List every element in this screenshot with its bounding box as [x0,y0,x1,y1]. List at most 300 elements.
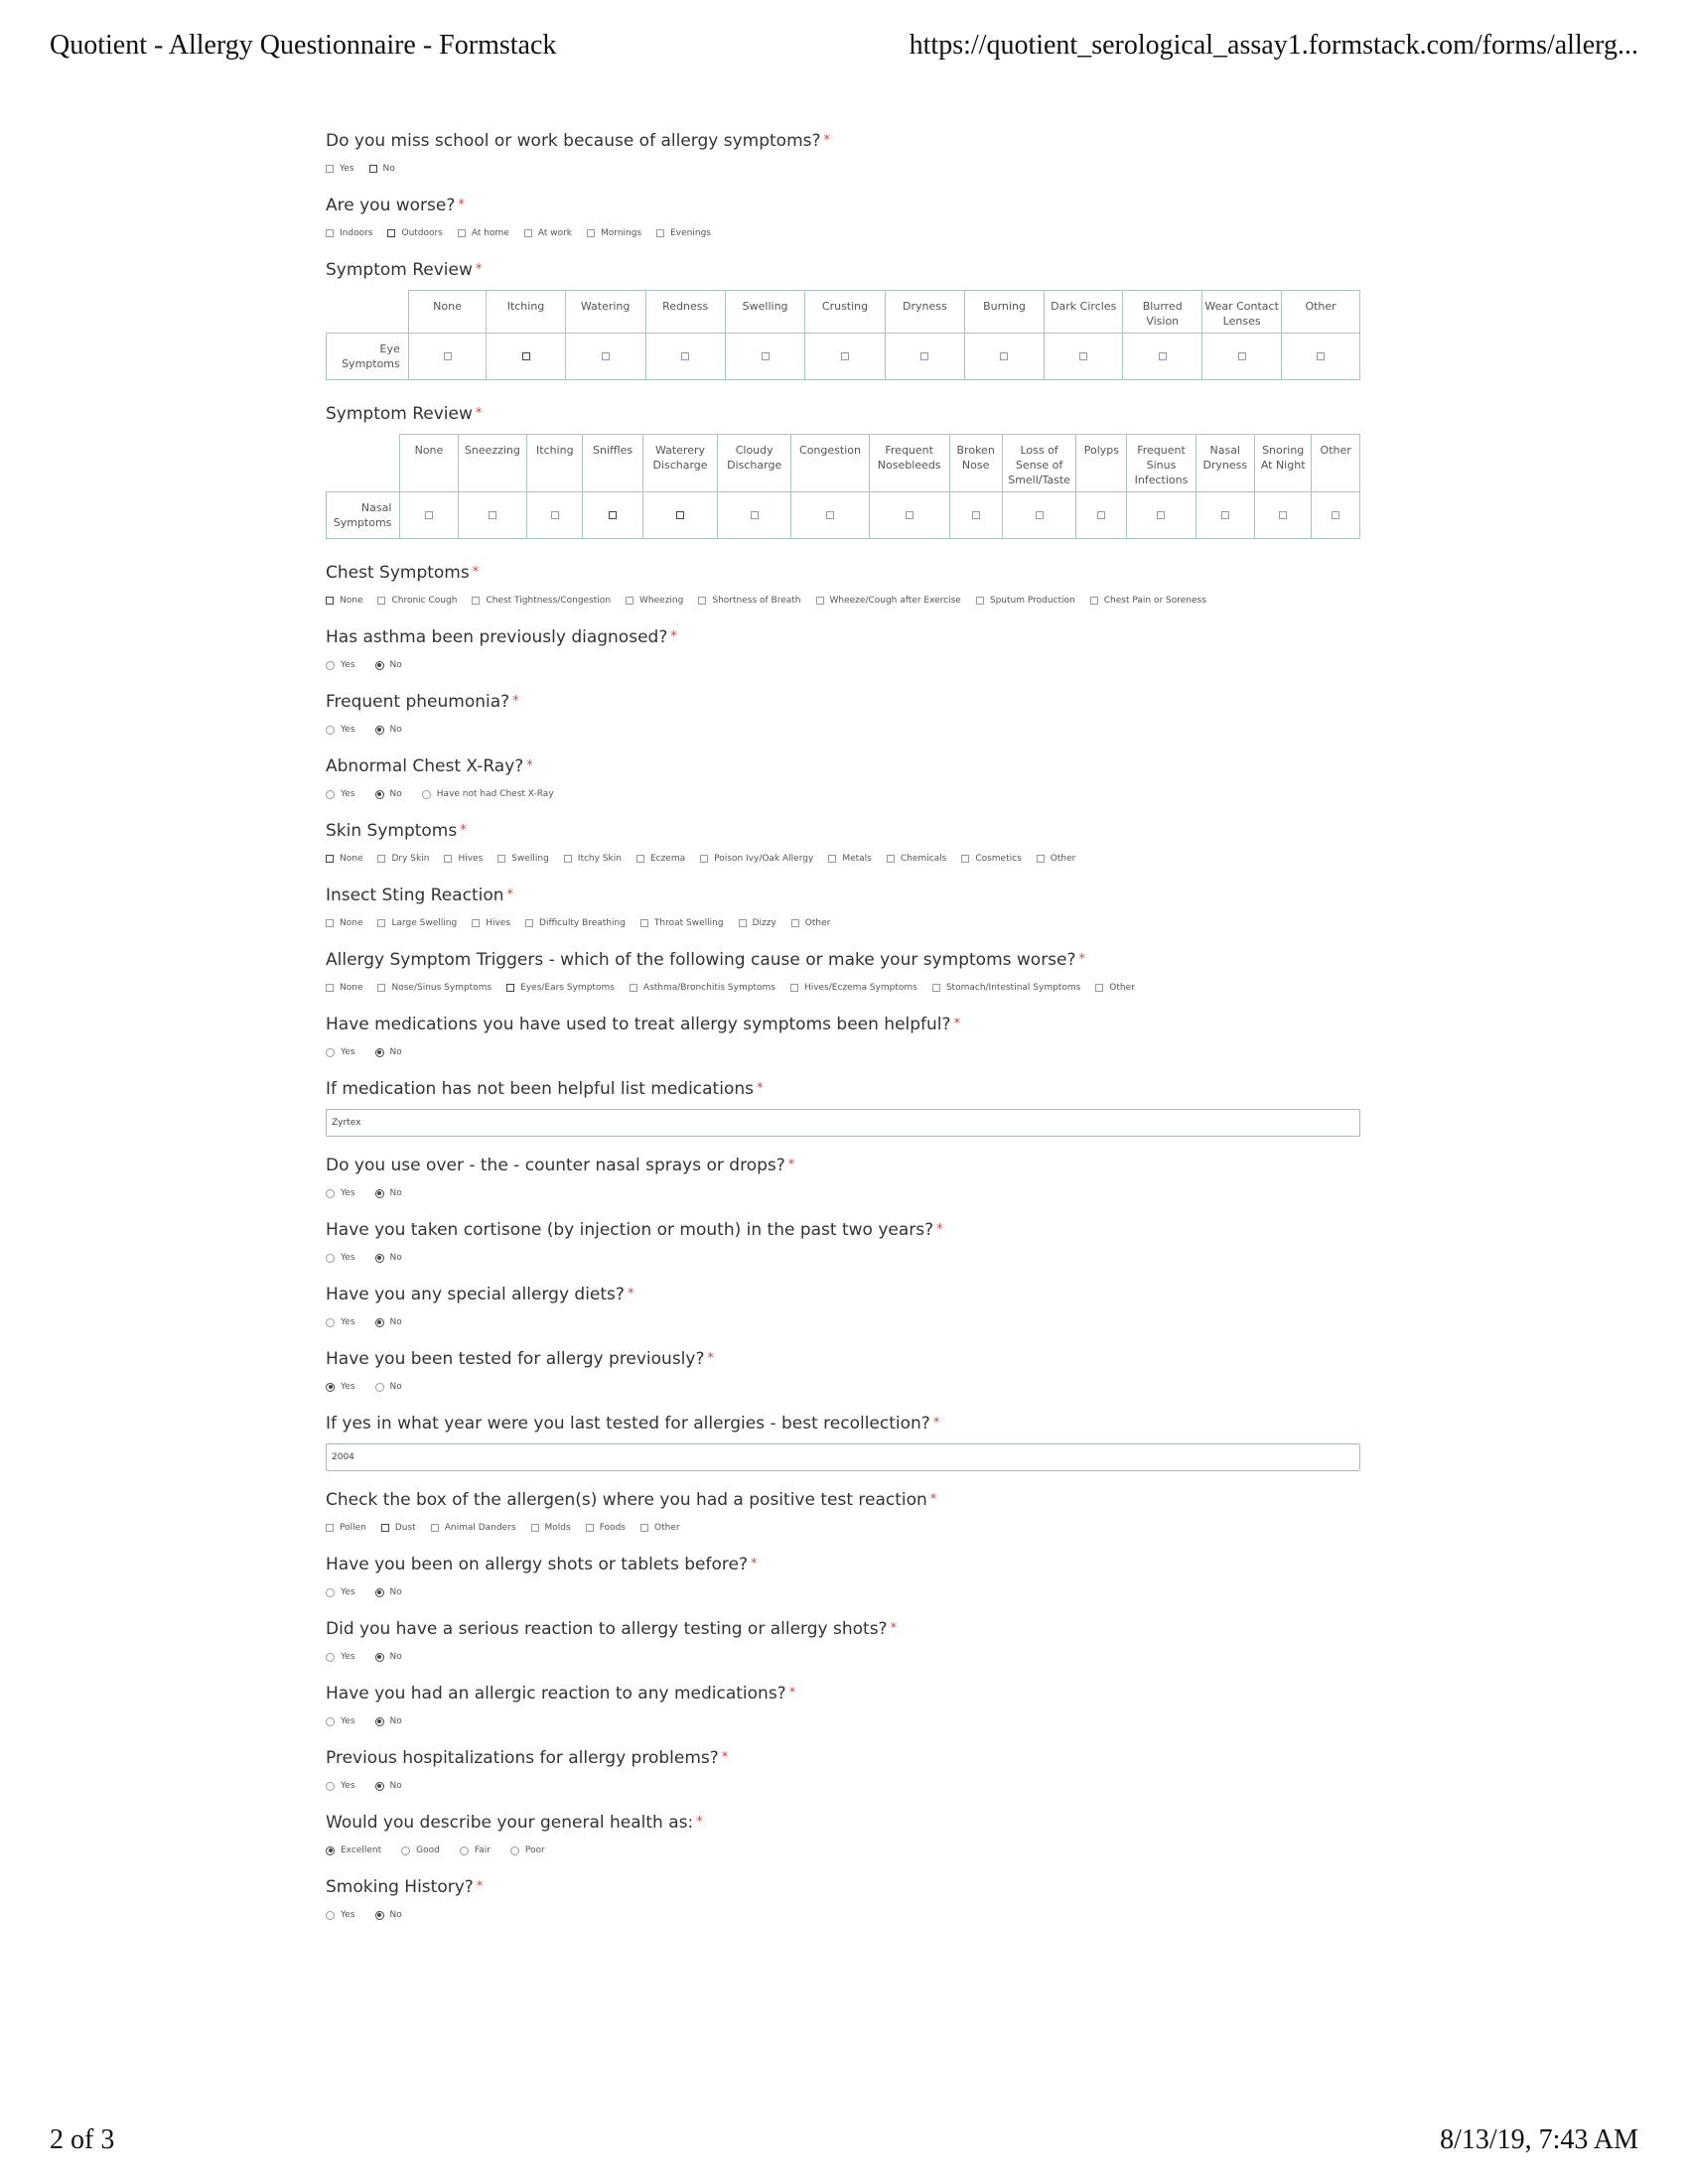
checkbox[interactable] [887,855,895,863]
matrix-cell [458,492,527,539]
radio-button[interactable] [326,726,335,735]
radio-group [326,1314,1360,1330]
checkbox-option-at-work[interactable] [524,228,572,238]
checkbox-option-poison-ivy-oak-allergy[interactable] [700,854,813,864]
option-label: Other [653,1523,680,1533]
matrix-checkbox-sniffles[interactable] [609,511,617,519]
question-label [326,884,1360,907]
question-text: Skin Symptoms [326,821,458,841]
required-marker: * [475,262,483,277]
option-label: Good [416,1845,440,1855]
radio-button[interactable] [401,1846,410,1855]
checkbox[interactable] [640,919,648,927]
required-marker: * [721,1750,729,1765]
checkbox[interactable] [506,984,514,992]
question-text: Have you had an allergic reaction to any medications? [326,1684,786,1704]
radio-button[interactable] [375,1911,384,1920]
option-label: No [389,660,402,670]
field-q-chest [326,561,1360,609]
required-marker: * [932,1416,940,1431]
radio-option-no[interactable] [375,1716,402,1726]
matrix-checkbox-loss-of-sense-of-smell-taste[interactable] [1036,511,1044,519]
question-label [326,1218,1360,1242]
checkbox[interactable] [472,919,480,927]
checkbox-option-eczema[interactable] [636,854,685,864]
radio-button[interactable] [326,1254,335,1263]
matrix-cell [1002,492,1076,539]
checkbox-group [326,161,1360,177]
checkbox-option-difficulty-breathing[interactable] [525,918,626,928]
checkbox[interactable] [640,1524,648,1532]
checkbox[interactable] [630,984,637,992]
field-q-insect [326,884,1360,931]
matrix-row [327,334,1360,380]
checkbox-option-no[interactable] [369,164,395,174]
matrix-cell [1282,334,1360,380]
radio-option-no[interactable] [375,1587,402,1597]
option-label: Chest Pain or Soreness [1103,596,1206,606]
matrix-checkbox-sneezzing[interactable] [489,511,496,519]
option-label: No [389,1188,402,1198]
option-label: Asthma/Bronchitis Symptoms [642,983,775,993]
print-timestamp: 8/13/19, 7:43 AM [1440,2124,1638,2155]
option-label: Difficulty Breathing [539,918,626,928]
checkbox[interactable] [497,855,505,863]
matrix-cell [805,334,885,380]
matrix-checkbox-waterery-discharge[interactable] [676,511,684,519]
page-title: Quotient - Allergy Questionnaire - Formstack [50,30,557,61]
checkbox-option-none[interactable] [326,983,362,993]
checkbox-option-other[interactable] [640,1523,680,1533]
option-label: None [340,918,363,928]
question-text: Have medications you have used to treat allergy symptoms been helpful? [326,1015,951,1034]
matrix-column-header: Other [1312,435,1360,492]
matrix-row-label: Eye Symptoms [327,334,409,380]
question-label [326,1347,1360,1371]
question-label [326,754,1360,778]
checkbox[interactable] [326,984,334,992]
matrix-checkbox-frequent-nosebleeds[interactable] [906,511,914,519]
checkbox-option-none[interactable] [326,854,362,864]
checkbox[interactable] [326,165,334,173]
radio-option-yes[interactable] [326,725,355,735]
question-text: Previous hospitalizations for allergy problems? [326,1748,719,1768]
question-text: Symptom Review [326,404,473,424]
checkbox-option-throat-swelling[interactable] [640,918,724,928]
checkbox[interactable] [1037,855,1045,863]
checkbox-option-other[interactable] [1095,983,1135,993]
radio-option-excellent[interactable] [326,1845,381,1855]
radio-option-no[interactable] [375,1382,402,1392]
checkbox[interactable] [587,229,595,237]
matrix-checkbox-burning[interactable] [1000,352,1008,360]
radio-button[interactable] [326,1318,335,1327]
question-label [326,561,1360,585]
radio-button[interactable] [326,1846,335,1855]
option-label: Chronic Cough [391,596,458,606]
checkbox[interactable] [326,1524,334,1532]
required-marker: * [526,758,533,773]
required-marker: * [929,1492,937,1507]
checkbox-option-wheeze-cough-after-exercise[interactable] [816,596,961,606]
field-q-smoking [326,1875,1360,1923]
checkbox[interactable] [636,855,644,863]
option-label: None [340,596,363,606]
matrix-checkbox-dryness[interactable] [920,352,928,360]
radio-group [326,1649,1360,1665]
field-q-serious [326,1617,1360,1665]
radio-button[interactable] [422,790,431,799]
checkbox-option-asthma-bronchitis-symptoms[interactable] [630,983,775,993]
matrix-checkbox-cloudy-discharge[interactable] [751,511,759,519]
checkbox-option-metals[interactable] [828,854,872,864]
radio-button[interactable] [375,1318,384,1327]
option-label: Wheeze/Cough after Exercise [829,596,961,606]
checkbox-option-chronic-cough[interactable] [377,596,457,606]
radio-group [326,657,1360,673]
radio-option-yes[interactable] [326,1188,355,1198]
checkbox-option-indoors[interactable] [326,228,372,238]
field-q-year [326,1412,1360,1471]
radio-option-yes[interactable] [326,1253,355,1263]
radio-option-no[interactable] [375,1188,402,1198]
radio-option-no[interactable] [375,1317,402,1327]
radio-option-yes[interactable] [326,1910,355,1920]
radio-button[interactable] [375,1383,384,1392]
radio-option-no[interactable] [375,1910,402,1920]
checkbox-option-molds[interactable] [531,1523,571,1533]
option-label: Yes [341,1047,355,1057]
checkbox-group [326,851,1360,867]
radio-button[interactable] [326,1189,335,1198]
checkbox-option-other[interactable] [1037,854,1076,864]
checkbox[interactable] [656,229,664,237]
checkbox[interactable] [387,229,395,237]
matrix-checkbox-watering[interactable] [602,352,610,360]
radio-button[interactable] [326,1048,335,1057]
checkbox-option-itchy-skin[interactable] [564,854,622,864]
checkbox[interactable] [444,855,452,863]
checkbox[interactable] [932,984,940,992]
option-label: Nose/Sinus Symptoms [391,983,492,993]
checkbox-group [326,980,1360,996]
field-q-triggers [326,948,1360,996]
radio-button[interactable] [375,1717,384,1726]
radio-option-yes[interactable] [326,1716,355,1726]
checkbox-option-shortness-of-breath[interactable] [698,596,800,606]
question-text: If yes in what year were you last tested for allergies - best recollection? [326,1414,930,1433]
radio-group [326,1843,1360,1858]
option-label: None [340,854,363,864]
checkbox-option-cosmetics[interactable] [961,854,1021,864]
checkbox[interactable] [326,229,334,237]
matrix-cell [487,334,565,380]
field-eye-review-matrix [326,258,1360,380]
required-marker: * [936,1222,943,1237]
radio-group [326,786,1360,802]
option-label: Eyes/Ears Symptoms [520,983,615,993]
option-label: Cosmetics [975,854,1022,864]
option-label: Shortness of Breath [712,596,801,606]
radio-option-no[interactable] [375,789,402,799]
option-label: Excellent [341,1845,382,1855]
matrix-checkbox-none[interactable] [444,352,452,360]
matrix-checkbox-itching[interactable] [522,352,530,360]
checkbox[interactable] [377,597,385,605]
questionnaire-form [326,129,1360,1940]
matrix-cell [964,334,1044,380]
field-q-worse [326,194,1360,241]
matrix-checkbox-dark-circles[interactable] [1079,352,1087,360]
checkbox-option-wheezing[interactable] [626,596,683,606]
radio-option-no[interactable] [375,1253,402,1263]
radio-group [326,1778,1360,1794]
radio-button[interactable] [375,726,384,735]
checkbox-option-foods[interactable] [586,1523,626,1533]
checkbox[interactable] [790,984,798,992]
option-label: Hives/Eczema Symptoms [803,983,917,993]
option-label: None [340,983,363,993]
radio-option-yes[interactable] [326,1382,355,1392]
field-q-cortisone [326,1218,1360,1266]
radio-button[interactable] [326,1717,335,1726]
question-label [326,258,1360,282]
radio-button[interactable] [375,1782,384,1791]
radio-option-no[interactable] [375,660,402,670]
matrix-column-header: Cloudy Discharge [718,435,791,492]
matrix-column-header: Frequent Sinus Infections [1127,435,1196,492]
radio-group [326,1250,1360,1266]
checkbox[interactable] [816,597,824,605]
option-label: At work [537,228,572,238]
checkbox[interactable] [626,597,633,605]
checkbox-option-chest-pain-or-soreness[interactable] [1090,596,1206,606]
option-label: No [389,789,402,799]
question-text: Did you have a serious reaction to allergy testing or allergy shots? [326,1619,888,1639]
checkbox[interactable] [828,855,836,863]
checkbox-option-at-home[interactable] [458,228,509,238]
checkbox[interactable] [976,597,984,605]
checkbox-option-chest-tightness-congestion[interactable] [472,596,611,606]
field-q-tested [326,1347,1360,1395]
checkbox[interactable] [377,919,385,927]
checkbox-option-none[interactable] [326,918,362,928]
matrix-row-label: Nasal Symptoms [327,492,400,539]
radio-button[interactable] [375,661,384,670]
radio-button[interactable] [326,1653,335,1662]
radio-option-good[interactable] [401,1845,440,1855]
checkbox[interactable] [524,229,532,237]
option-label: Evenings [670,228,711,238]
checkbox[interactable] [458,229,466,237]
matrix-cell [1076,492,1127,539]
option-label: Poor [524,1845,545,1855]
checkbox[interactable] [525,919,533,927]
checkbox-group [326,915,1360,931]
radio-option-no[interactable] [375,725,402,735]
matrix-checkbox-congestion[interactable] [826,511,834,519]
checkbox-option-animal-danders[interactable] [431,1523,516,1533]
matrix-cell [642,492,717,539]
symptom-matrix [326,434,1360,539]
option-label: Yes [341,725,355,735]
matrix-checkbox-frequent-sinus-infections[interactable] [1157,511,1165,519]
checkbox[interactable] [472,597,480,605]
question-text: Have you been tested for allergy previously? [326,1349,705,1369]
checkbox-option-dizzy[interactable] [739,918,776,928]
checkbox-option-pollen[interactable] [326,1523,366,1533]
option-label: Yes [341,1716,355,1726]
radio-option-have-not-had-chest-x-ray[interactable] [422,789,554,799]
radio-button[interactable] [326,1782,335,1791]
option-label: Yes [341,789,355,799]
checkbox-option-hives-eczema-symptoms[interactable] [790,983,917,993]
radio-option-no[interactable] [375,1047,402,1057]
radio-option-yes[interactable] [326,1652,355,1662]
matrix-checkbox-other[interactable] [1332,511,1339,519]
radio-button[interactable] [460,1846,469,1855]
radio-group [326,1044,1360,1060]
checkbox[interactable] [564,855,572,863]
checkbox[interactable] [326,855,334,863]
checkbox[interactable] [326,597,334,605]
checkbox[interactable] [431,1524,439,1532]
checkbox-option-none[interactable] [326,596,362,606]
checkbox[interactable] [1095,984,1103,992]
radio-group [326,1907,1360,1923]
radio-button[interactable] [375,790,384,799]
required-marker: * [458,198,465,212]
checkbox[interactable] [369,165,377,173]
option-label: No [389,1910,402,1920]
matrix-checkbox-crusting[interactable] [841,352,849,360]
option-label: Animal Danders [444,1523,516,1533]
text-input[interactable]: 2004 [326,1443,1360,1471]
checkbox-option-chemicals[interactable] [887,854,946,864]
checkbox[interactable] [791,919,799,927]
checkbox-option-hives[interactable] [444,854,483,864]
matrix-checkbox-itching[interactable] [551,511,559,519]
checkbox-option-nose-sinus-symptoms[interactable] [377,983,492,993]
option-label: Foods [599,1523,626,1533]
checkbox-option-other[interactable] [791,918,831,928]
radio-button[interactable] [326,1383,335,1392]
checkbox-option-dust[interactable] [381,1523,416,1533]
radio-button[interactable] [375,1653,384,1662]
radio-button[interactable] [326,1911,335,1920]
question-label [326,625,1360,649]
required-marker: * [696,1815,703,1830]
matrix-column-header: Wear Contact Lenses [1202,291,1282,334]
radio-option-yes[interactable] [326,1317,355,1327]
checkbox-option-yes[interactable] [326,164,354,174]
radio-button[interactable] [326,790,335,799]
checkbox-option-hives[interactable] [472,918,510,928]
matrix-checkbox-snoring-at-night[interactable] [1279,511,1287,519]
checkbox-option-eyes-ears-symptoms[interactable] [506,983,615,993]
matrix-checkbox-nasal-dryness[interactable] [1221,511,1229,519]
radio-button[interactable] [375,1048,384,1057]
checkbox-option-stomach-intestinal-symptoms[interactable] [932,983,1080,993]
radio-option-yes[interactable] [326,660,355,670]
matrix-checkbox-polyps[interactable] [1097,511,1105,519]
checkbox-option-dry-skin[interactable] [377,854,429,864]
radio-button[interactable] [326,661,335,670]
matrix-checkbox-swelling[interactable] [762,352,770,360]
checkbox-option-evenings[interactable] [656,228,711,238]
text-input[interactable]: Zyrtex [326,1109,1360,1137]
checkbox[interactable] [377,984,385,992]
checkbox[interactable] [531,1524,539,1532]
matrix-checkbox-other[interactable] [1317,352,1325,360]
matrix-cell [400,492,458,539]
radio-option-no[interactable] [375,1781,402,1791]
matrix-cell [408,334,487,380]
checkbox[interactable] [739,919,747,927]
matrix-cell [949,492,1002,539]
checkbox[interactable] [700,855,708,863]
required-marker: * [787,1158,795,1172]
option-label: Stomach/Intestinal Symptoms [945,983,1081,993]
field-q-asthma [326,625,1360,673]
question-label [326,948,1360,972]
option-label: Throat Swelling [653,918,724,928]
question-text: Frequent pheumonia? [326,692,510,712]
matrix-checkbox-blurred-vision[interactable] [1159,352,1167,360]
radio-group [326,722,1360,738]
radio-option-yes[interactable] [326,1781,355,1791]
radio-option-no[interactable] [375,1652,402,1662]
required-marker: * [756,1081,764,1096]
radio-button[interactable] [326,1588,335,1597]
radio-option-fair[interactable] [460,1845,491,1855]
option-label: Chest Tightness/Congestion [486,596,612,606]
radio-option-poor[interactable] [510,1845,545,1855]
matrix-checkbox-broken-nose[interactable] [972,511,980,519]
checkbox[interactable] [961,855,969,863]
checkbox-option-mornings[interactable] [587,228,641,238]
checkbox[interactable] [377,855,385,863]
matrix-column-header: Other [1282,291,1360,334]
matrix-header-row [327,291,1360,334]
checkbox[interactable] [381,1524,389,1532]
checkbox-option-outdoors[interactable] [387,228,442,238]
matrix-checkbox-redness[interactable] [681,352,689,360]
radio-button[interactable] [375,1254,384,1263]
checkbox-option-sputum-production[interactable] [976,596,1075,606]
checkbox-option-swelling[interactable] [497,854,549,864]
option-label: Yes [341,1652,355,1662]
checkbox[interactable] [698,597,706,605]
option-label: No [389,1652,402,1662]
radio-button[interactable] [375,1189,384,1198]
checkbox[interactable] [326,919,334,927]
radio-option-yes[interactable] [326,789,355,799]
matrix-checkbox-wear-contact-lenses[interactable] [1238,352,1246,360]
matrix-checkbox-none[interactable] [425,511,433,519]
radio-option-yes[interactable] [326,1587,355,1597]
field-q-skin [326,819,1360,867]
field-q-nasal-sprays [326,1154,1360,1201]
radio-button[interactable] [510,1846,519,1855]
checkbox[interactable] [1090,597,1098,605]
radio-option-yes[interactable] [326,1047,355,1057]
checkbox-option-large-swelling[interactable] [377,918,457,928]
matrix-column-header: Watering [565,291,645,334]
checkbox[interactable] [586,1524,594,1532]
matrix-cell [869,492,949,539]
radio-button[interactable] [375,1588,384,1597]
